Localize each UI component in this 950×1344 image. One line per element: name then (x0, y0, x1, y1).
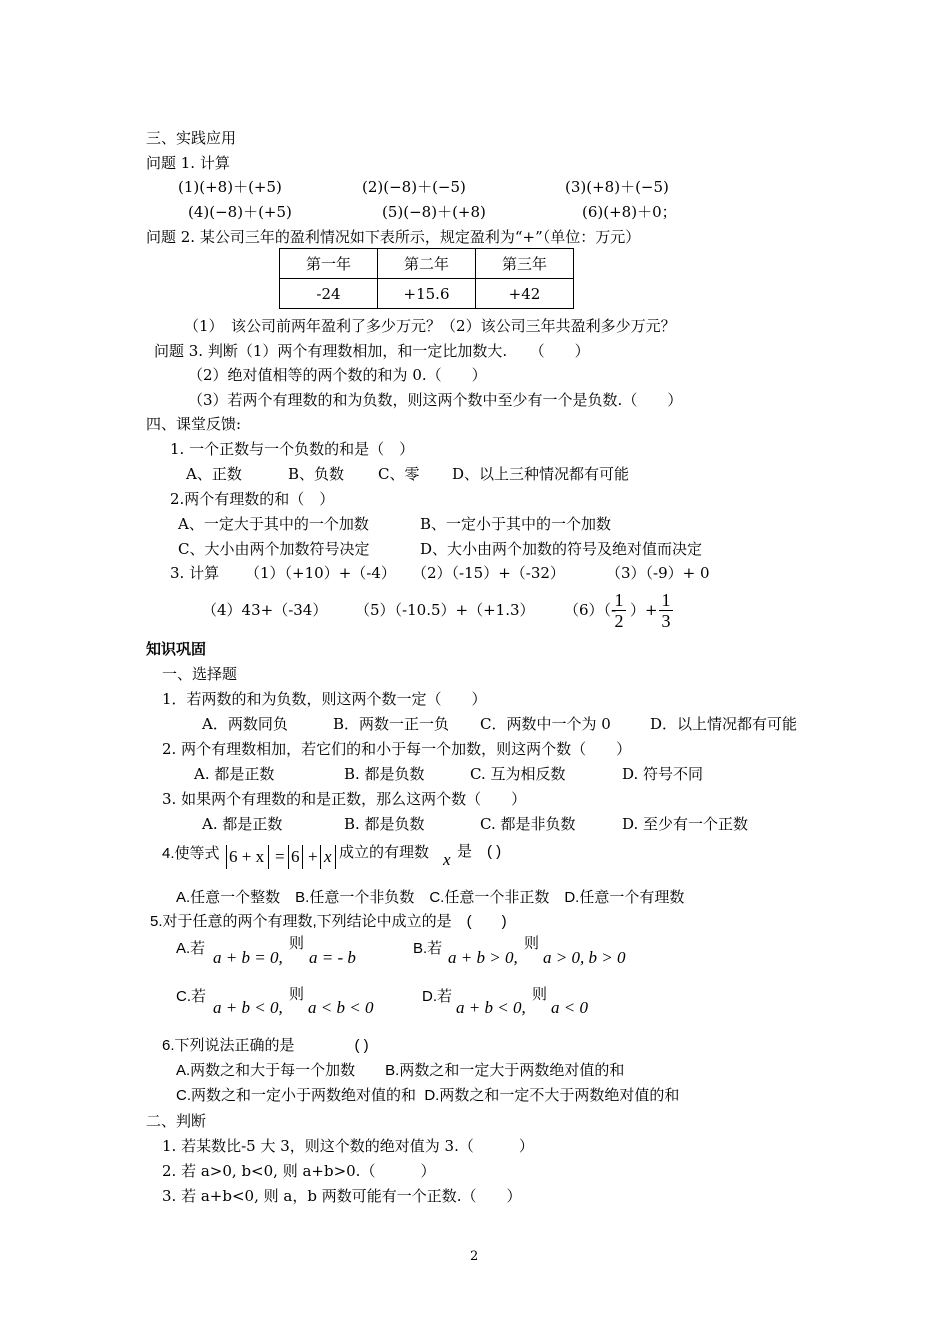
profit-table (279, 248, 574, 309)
choice-q5-opt-c-label: C.若 (176, 988, 207, 1005)
judge-section-heading: 二、判断 (146, 1112, 207, 1130)
judge-item-2: 2. 若 a>0, b<0, 则 a+b>0.（ ） (162, 1162, 436, 1180)
choice-q5-opt-b-label: B.若 (413, 940, 443, 957)
section-consolidate-heading: 知识巩固 (146, 641, 207, 658)
feedback-q3-item-1: （1）（+10）+（-4） (245, 564, 396, 582)
feedback-q3-item-5: （5）（-10.5）+（+1.3） (355, 601, 535, 619)
question-2-title: 问题 2. 某公司三年的盈利情况如下表所示，规定盈利为“+”（单位：万元） (146, 228, 641, 246)
choice-q2-opt-d: D. 符号不同 (622, 765, 704, 783)
q2-questions: （1） 该公司前两年盈利了多少万元？（2）该公司三年共盈利多少万元？ (184, 317, 676, 335)
feedback-q3: 3. 计算 (170, 564, 220, 582)
choice-q2-opt-c: C. 互为相反数 (470, 765, 566, 783)
variable-x: x (443, 850, 451, 869)
feedback-q1-opt-d: D、以上三种情况都有可能 (452, 465, 630, 483)
table-header-cell: 第二年 (378, 249, 476, 279)
choice-q6-options-line1: A.两数之和大于每一个加数 B.两数之和一定大于两数绝对值的和 (176, 1062, 625, 1079)
choice-q2-opt-b: B. 都是负数 (344, 765, 425, 783)
choice-q5-opt-c-then: 则 (289, 986, 305, 1003)
choice-q3-opt-c: C. 都是非负数 (480, 815, 576, 833)
feedback-q1-opt-b: B、负数 (288, 465, 345, 483)
abs-x: x (324, 847, 332, 866)
feedback-q2: 2.两个有理数的和（ ） (170, 490, 335, 508)
table-cell: -24 (280, 279, 378, 309)
choice-q3-opt-d: D. 至少有一个正数 (622, 815, 749, 833)
judge-item-1: 1. 若某数比-5 大 3，则这个数的绝对值为 3.（ ） (162, 1137, 534, 1155)
choice-q5-opt-b-result: a > 0, b > 0 (543, 948, 626, 967)
choice-q1: 1．若两数的和为负数，则这两个数一定（ ） (162, 690, 487, 708)
table-cell: +15.6 (378, 279, 476, 309)
table-cell: +42 (476, 279, 574, 309)
fraction-numerator: 1 (659, 590, 673, 611)
choice-q1-opt-d: D．以上情况都有可能 (650, 715, 798, 733)
choice-q5-opt-c-condition: a + b < 0, (213, 998, 283, 1017)
choice-q2: 2. 两个有理数相加，若它们的和小于每一个加数，则这两个数（ ） (162, 740, 632, 758)
choice-q4-mid: 成立的有理数 (339, 843, 430, 861)
abs-bar-left (226, 845, 227, 869)
question-3-title: 问题 3. 判断（1）两个有理数相加，和一定比加数大. （ ） (154, 342, 590, 360)
fraction-one-third (659, 590, 673, 631)
abs-six: 6 (291, 847, 300, 866)
equals-sign: = (275, 847, 285, 866)
choice-q5-opt-c-result: a < b < 0 (308, 998, 374, 1017)
abs-bar-left (320, 845, 321, 869)
fraction-numerator: 1 (612, 590, 626, 611)
section-feedback-heading: 四、课堂反馈: (146, 415, 242, 433)
q1-item-1: (1)(+8)＋(+5) (178, 178, 282, 196)
feedback-q2-opt-b: B、一定小于其中的一个加数 (420, 515, 612, 533)
choice-q5-opt-a-condition: a + b = 0, (213, 948, 283, 967)
choice-q2-opt-a: A. 都是正数 (194, 765, 275, 783)
table-header-cell: 第三年 (476, 249, 574, 279)
choice-q5-opt-d-label: D.若 (422, 988, 453, 1005)
choice-q5-opt-b-condition: a + b > 0, (448, 948, 518, 967)
abs-bar-left (288, 845, 289, 869)
q1-item-2: (2)(−8)＋(−5) (362, 178, 466, 196)
feedback-q1-opt-a: A、正数 (186, 465, 242, 483)
q1-item-5: (5)(−8)＋(+8) (382, 203, 486, 221)
q1-item-6: (6)(+8)＋0； (582, 203, 677, 221)
choice-q1-opt-b: B．两数一正一负 (333, 715, 450, 733)
choice-q6-options-line2: C.两数之和一定小于两数绝对值的和 D.两数之和一定不大于两数绝对值的和 (176, 1087, 680, 1104)
choice-q5-opt-b-then: 则 (524, 935, 540, 952)
feedback-q2-opt-c: C、大小由两个加数符号决定 (178, 540, 370, 558)
choice-q4-prefix: 4.使等式 (162, 845, 220, 862)
feedback-q3-item-3: （3）（-9）+ 0 (606, 564, 710, 582)
choice-q4-options: A.任意一个整数 B.任意一个非负数 C.任意一个非正数 D.任意一个有理数 (176, 889, 685, 906)
choice-section-heading: 一、选择题 (162, 665, 238, 683)
table-header-cell: 第一年 (280, 249, 378, 279)
feedback-q3-item-2: （2）（-15）+（-32） (412, 564, 565, 582)
choice-q5-opt-a-result: a = - b (309, 948, 356, 967)
table-row (280, 279, 574, 309)
choice-q3: 3. 如果两个有理数的和是正数，那么这两个数（ ） (162, 790, 527, 808)
plus-sign: + (308, 847, 318, 866)
q3-item-2: （2）绝对值相等的两个数的和为 0.（ ） (188, 366, 487, 384)
section-practice-heading: 三、实践应用 (146, 129, 237, 147)
choice-q5-opt-d-then: 则 (532, 986, 548, 1003)
choice-q5-opt-a-then: 则 (289, 935, 305, 952)
feedback-q2-opt-d: D、大小由两个加数的符号及绝对值而决定 (420, 540, 703, 558)
choice-q5-opt-a-label: A.若 (176, 940, 206, 957)
abs-expression-6-plus-x: 6 + x (229, 847, 265, 866)
choice-q3-opt-a: A. 都是正数 (202, 815, 283, 833)
choice-q5: 5.对于任意的两个有理数,下列结论中成立的是 ( ) (150, 913, 507, 930)
feedback-q3-item-4: （4）43+（-34） (202, 601, 328, 619)
choice-q6: 6.下列说法正确的是 ( ) (162, 1037, 369, 1054)
choice-q1-opt-a: A．两数同负 (202, 715, 288, 733)
judge-item-3: 3. 若 a+b<0, 则 a，b 两数可能有一个正数.（ ） (162, 1187, 522, 1205)
choice-q4-suffix: 是 ( ) (457, 843, 502, 860)
choice-q3-opt-b: B. 都是负数 (344, 815, 425, 833)
choice-q5-opt-d-condition: a + b < 0, (456, 998, 526, 1017)
page-number: 2 (470, 1249, 479, 1264)
fraction-denominator: 3 (661, 611, 671, 631)
choice-q1-opt-c: C．两数中一个为 0 (480, 715, 611, 733)
table-header-row (280, 249, 574, 279)
q1-item-4: (4)(−8)＋(+5) (188, 203, 292, 221)
abs-bar-right (268, 845, 269, 869)
feedback-q1-opt-c: C、零 (378, 465, 420, 483)
feedback-q3-item-6-prefix: （6）（- (564, 601, 617, 619)
choice-q5-opt-d-result: a < 0 (551, 998, 588, 1017)
fraction-denominator: 2 (614, 611, 624, 631)
question-1-title: 问题 1. 计算 (146, 154, 230, 172)
feedback-q3-item-6-mid: ）+ (630, 601, 658, 619)
abs-bar-right (335, 845, 336, 869)
fraction-one-half (612, 590, 626, 631)
q3-item-3: （3）若两个有理数的和为负数，则这两个数中至少有一个是负数.（ ） (188, 391, 683, 409)
q1-item-3: (3)(+8)＋(−5) (565, 178, 669, 196)
feedback-q1: 1. 一个正数与一个负数的和是（ ） (170, 440, 415, 458)
abs-bar-right (302, 845, 303, 869)
feedback-q2-opt-a: A、一定大于其中的一个加数 (178, 515, 369, 533)
